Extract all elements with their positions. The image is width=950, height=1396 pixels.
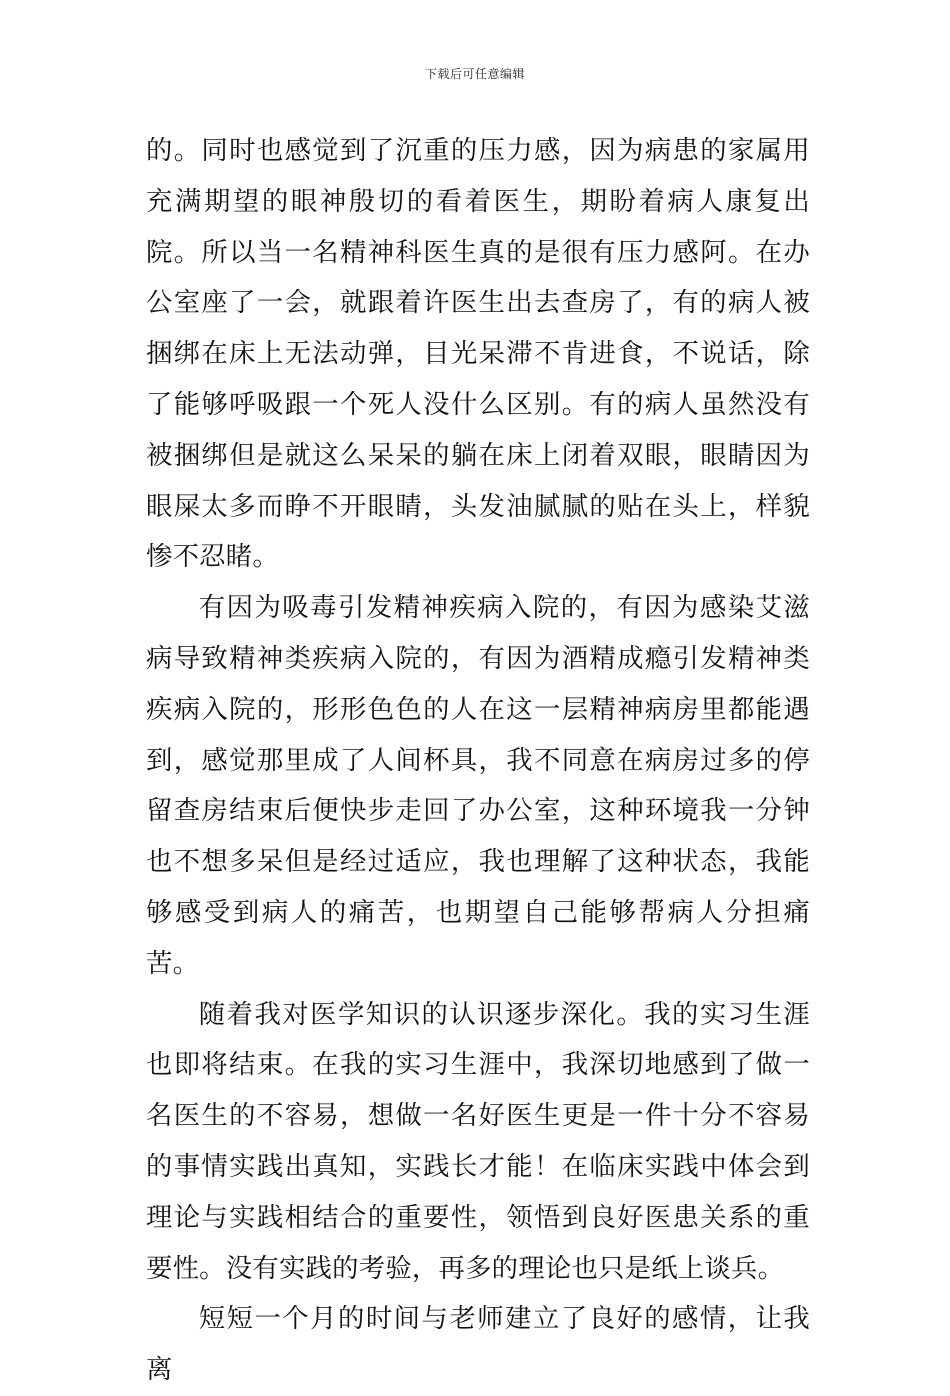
- document-body: [146, 126, 810, 1396]
- paragraph-2: 有因为吸毒引发精神疾病入院的，有因为感染艾滋病导致精神类疾病入院的，有因为酒精成瘾引发精神类疾病入院的，形形色色的人在这一层精神病房里都能遇到，感觉那里成了人间杯具，我不同意在病房过多的停留查房结束后便快步走回了办公室，这种环境我一分钟也不想多呆但是经过适应，我也理解了这种状态，我能够感受到病人的痛苦，也期望自己能够帮病人分担痛苦。: [146, 592, 810, 979]
- page-header: 下载后可任意编辑: [424, 67, 525, 81]
- paragraph-3: 随着我对医学知识的认识逐步深化。我的实习生涯也即将结束。在我的实习生涯中，我深切地感到了做一名医生的不容易，想做一名好医生更是一件十分不容易的事情实践出真知，实践长才能！在临床实践中体会到理论与实践相结合的重要性，领悟到良好医患关系的重要性。没有实践的考验，再多的理论也只是纸上谈兵。: [146, 998, 810, 1284]
- paragraph-1: 的。同时也感觉到了沉重的压力感，因为病患的家属用充满期望的眼神殷切的看着医生，期盼着病人康复出院。所以当一名精神科医生真的是很有压力感阿。在办公室座了一会，就跟着许医生出去查房了，有的病人被捆绑在床上无法动弹，目光呆滞不肯进食，不说话，除了能够呼吸跟一个死人没什么区别。有的病人虽然没有被捆绑但是就这么呆呆的躺在床上闭着双眼，眼睛因为眼屎太多而睁不开眼睛，头发油腻腻的贴在头上，样貌惨不忍睹。: [146, 135, 810, 573]
- paragraph-4: 短短一个月的时间与老师建立了良好的感情，让我离: [146, 1303, 810, 1386]
